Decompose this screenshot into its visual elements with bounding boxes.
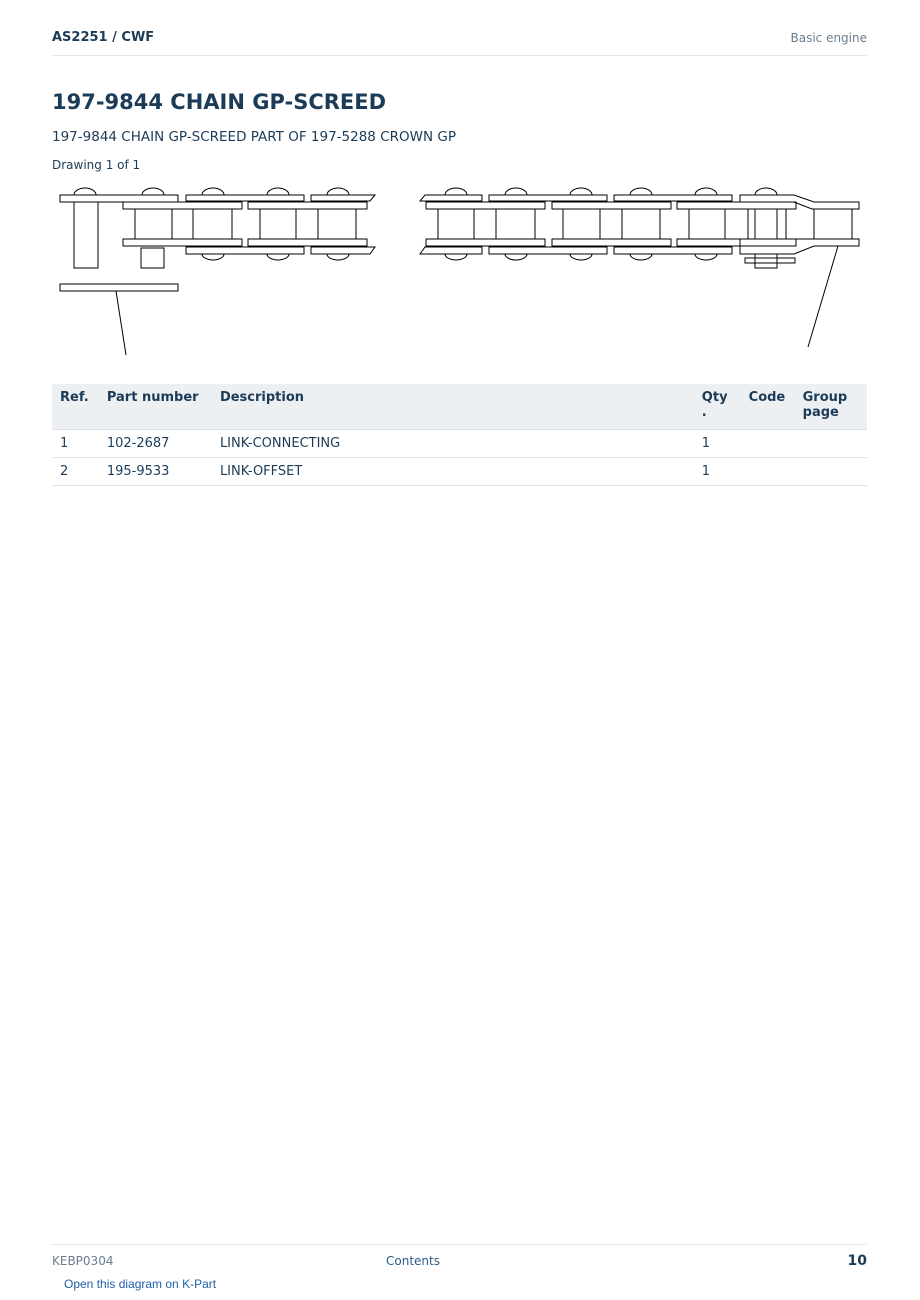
document-code: KEBP0304 bbox=[52, 1254, 114, 1268]
cell-code bbox=[741, 458, 795, 486]
cell-part-number: 102-2687 bbox=[99, 430, 212, 458]
column-header-group-page: Group page bbox=[795, 384, 867, 430]
page-footer bbox=[52, 1244, 867, 1295]
section-name: Basic engine bbox=[790, 31, 867, 45]
column-header-description: Description bbox=[212, 384, 694, 430]
page-header bbox=[52, 28, 867, 56]
open-in-kpart-link[interactable]: Open this diagram on K-Part bbox=[64, 1277, 217, 1291]
parts-table bbox=[52, 384, 867, 486]
column-header-qty: Qty . bbox=[694, 384, 741, 430]
table-header-row bbox=[52, 384, 867, 430]
column-header-part-number: Part number bbox=[99, 384, 212, 430]
page-title: 197-9844 CHAIN GP-SCREED bbox=[52, 90, 387, 114]
column-header-ref: Ref. bbox=[52, 384, 99, 430]
cell-description: LINK-OFFSET bbox=[212, 458, 694, 486]
connecting-link-part bbox=[60, 188, 178, 355]
cell-part-number: 195-9533 bbox=[99, 458, 212, 486]
cell-group-page bbox=[795, 458, 867, 486]
contents-link[interactable]: Contents bbox=[386, 1254, 440, 1268]
page-number: 10 bbox=[847, 1253, 867, 1269]
table-row bbox=[52, 458, 867, 486]
chain-right-section bbox=[420, 188, 859, 347]
cell-description: LINK-CONNECTING bbox=[212, 430, 694, 458]
model-identifier: AS2251 / CWF bbox=[52, 30, 155, 45]
cell-group-page bbox=[795, 430, 867, 458]
cell-qty: 1 bbox=[694, 458, 741, 486]
cell-code bbox=[741, 430, 795, 458]
page-subtitle: 197-9844 CHAIN GP-SCREED PART OF 197-5288 CROWN GP bbox=[52, 129, 456, 145]
cell-ref: 2 bbox=[52, 458, 99, 486]
table-row bbox=[52, 430, 867, 458]
chain-left-section bbox=[123, 188, 375, 260]
cell-ref: 1 bbox=[52, 430, 99, 458]
column-header-code: Code bbox=[741, 384, 795, 430]
cell-qty: 1 bbox=[694, 430, 741, 458]
chain-diagram bbox=[52, 180, 867, 365]
drawing-label: Drawing 1 of 1 bbox=[52, 158, 141, 172]
